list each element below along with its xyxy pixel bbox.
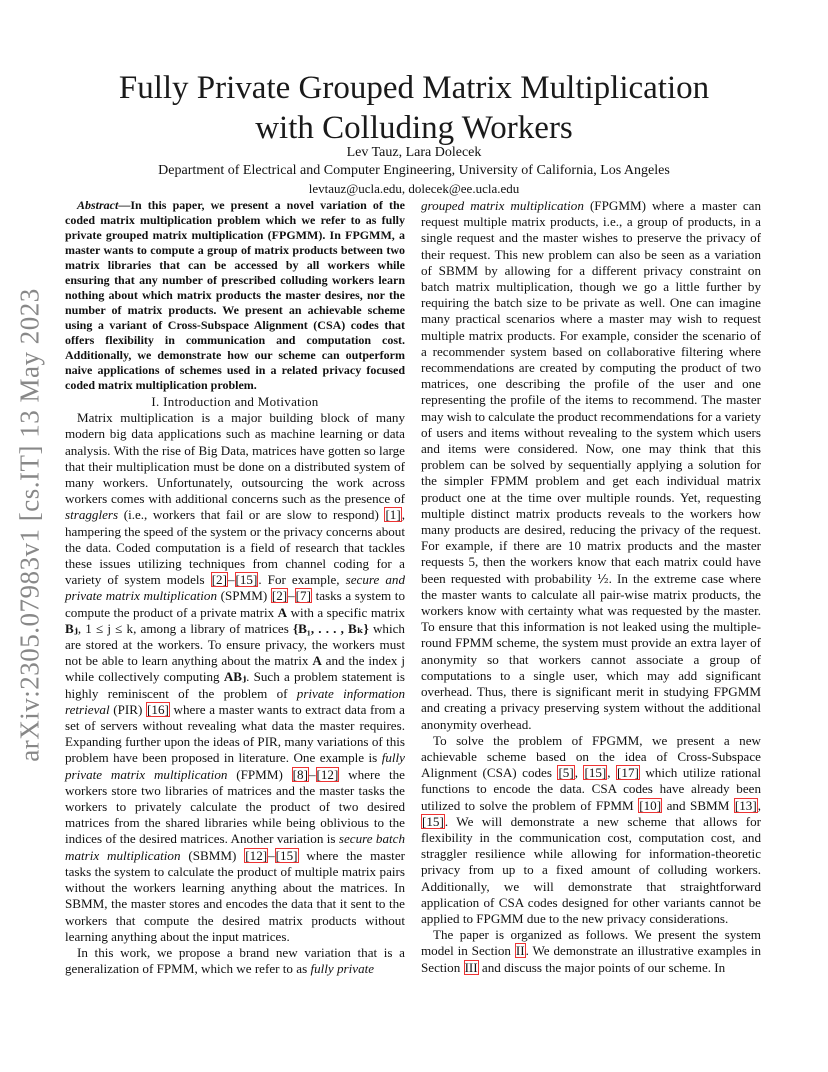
text: , 1 ≤ j ≤ k, among a library of matrices	[77, 620, 293, 636]
text: . We will demonstrate a new scheme that allows for flexibility in the communication cost, computation cost, and straggler resilience while allowing for information-theoretic privacy from up to a fixed amount of colluding workers. Additionally, we will demonstrate that straightforward application of CSA codes designed for other variants cannot be applied to FPGMM due to the new privacy considerations.	[421, 813, 761, 926]
text: . In the extreme case where the master wants to calculate all pair-wise matrix products, the workers know with certainty what was requested by the master. To ensure that this information is not leaked using the multiple-round FPMM scheme, the system must provide an extra layer of anonymity so that workers cannot associate a group of computations to a single user, which may add significant overhead. Thus, there is significant merit in studying FPGMM and creating a privacy preserving system without the additional anonymity overhead.	[421, 570, 761, 732]
text: ,	[574, 765, 584, 781]
intro-paragraph-3	[421, 733, 761, 927]
text: where a master wants to extract data from a set of servers without revealing what data the master requires. Expanding further upon the ideas of PIR, many variations of this problem have been proposed in literature. One example is	[65, 701, 405, 766]
math-symbol: Bⱼ	[65, 620, 78, 636]
title-line-1: Fully Private Grouped Matrix Multiplication	[118, 70, 710, 106]
citation-link[interactable]: [2]	[271, 588, 288, 604]
text: –	[288, 588, 295, 604]
citation-link[interactable]: [15]	[275, 847, 298, 863]
term-pir: private information retrieval	[65, 685, 406, 717]
text: –	[308, 766, 316, 782]
term-fully-private: fully private	[310, 961, 375, 977]
text: –	[268, 847, 275, 863]
citation-link[interactable]: [17]	[617, 765, 639, 781]
intro-paragraph-4	[421, 927, 761, 976]
text: ,	[607, 765, 617, 781]
citation-link[interactable]: [7]	[295, 588, 311, 604]
citation-link[interactable]: [15]	[422, 813, 444, 829]
text: , hampering the speed of the system or the privacy concerns about the data. Coded computation is a field of research that tackles these issues utilizing techniques from channel coding for a variety of system models	[65, 507, 405, 588]
term-sbmm: secure batch matrix multiplication	[65, 831, 405, 863]
text: . Such a problem statement is highly reminiscent of the problem of	[65, 669, 405, 701]
citation-link[interactable]: [12]	[316, 766, 339, 782]
math-symbol: A	[312, 653, 322, 669]
affiliation: Department of Electrical and Computer Engineering, University of California, Los Angeles	[158, 163, 670, 178]
text: (FPGMM) where a master can request multiple matrix products, i.e., a group of products, in a single request and the master wishes to preserve the privacy of their request. This new problem can also be seen as a variation of SBMM by allowing for a different privacy constraint on batch matrix multiplication, though we go a little further by requiring the batch size to be private as well. One can imagine many practical scenarios where a master may wish to request multiple matrix products. For example, consider the scenario of a recommender system based on collaborative filtering where recommendations are created by computing the product of two matrices, one describing the profile of the user and one representing the profile of the items to recommend. The master may wish to calculate the product recommendations for a variety of users and items without revealing to the system which users and items were considered. Now, one may think that this problem can be solved by sequentially applying a solution for the simpler FPMM problem and get each individual matrix product one at the time over multiple rounds. Yet, requesting multiple distinct matrix products reveals to the workers how many products are desired, reducing the privacy of the request. For example, if there are 10 matrix products and the master requests 5, then the workers know that each matrix could have been requested with probability	[421, 198, 762, 586]
intro-paragraph-2-cont	[421, 198, 761, 733]
citation-link[interactable]: [8]	[292, 766, 308, 782]
term-spmm: secure and private matrix multiplication	[65, 572, 405, 604]
term-fpmm: fully private matrix multiplication	[65, 750, 405, 782]
citation-link[interactable]: [5]	[558, 765, 574, 781]
text: and the index j while collectively computing	[65, 653, 405, 685]
math-fraction: ½	[597, 571, 609, 586]
term-stragglers: stragglers	[65, 507, 119, 523]
text: Matrix multiplication is a major building block of many modern big data applications such as machine learning or data analysis. With the rise of Big Data, matrices have gotten so large that their multiplication must be done on a distributed system of many workers. Unfortunately, outsourcing the work across workers comes with additional concerns such as the presence of	[65, 410, 405, 507]
text: . We demonstrate an illustrative examples in Section	[421, 943, 762, 975]
text: and SBMM	[662, 797, 734, 813]
arxiv-stamp	[10, 290, 50, 760]
text: –	[227, 572, 235, 588]
section-heading-text: I. Introduction and Motivation	[151, 394, 319, 409]
section-link[interactable]: II	[515, 943, 525, 959]
citation-link[interactable]: [2]	[211, 572, 227, 588]
citation-link[interactable]: [12]	[245, 847, 268, 863]
intro-paragraph-2	[65, 945, 405, 977]
text: (i.e., workers that fail or are slow to respond)	[118, 507, 385, 523]
math-symbol: A	[277, 604, 288, 620]
citation-link[interactable]: [16]	[147, 701, 169, 717]
abstract	[65, 198, 405, 393]
text: which are stored at the workers. To ensure privacy, the workers must not be able to learn anything about the matrix	[65, 620, 405, 669]
text: (FPMM)	[227, 766, 292, 782]
section-link[interactable]: III	[464, 959, 478, 975]
arxiv-id: arXiv:2305.07983v1 [cs.IT] 13 May 2023	[14, 288, 45, 762]
right-column	[421, 198, 761, 976]
citation-link[interactable]: [10]	[639, 797, 662, 813]
citation-link[interactable]: [1]	[385, 507, 401, 523]
abstract-label: Abstract	[77, 198, 119, 212]
intro-paragraph-1	[65, 410, 405, 945]
emails: levtauz@ucla.edu, dolecek@ee.ucla.edu	[308, 181, 520, 196]
text: . For example,	[258, 572, 346, 588]
left-column	[65, 198, 405, 977]
citation-link[interactable]: [15]	[235, 572, 258, 588]
text: To solve the problem of FPGMM, we present a new achievable scheme based on the idea of Cross-Subspace Alignment (CSA) codes	[421, 732, 761, 781]
text: which utilize rational functions to encode the data. CSA codes have already been utilized to solve the problem of FPMM	[421, 765, 761, 813]
text: where the workers store two libraries of matrices and the master tasks the workers to privately calculate the product of two desired matrices from the shared libraries while being oblivious to the indices of the desired matrices. Another variation is	[65, 766, 405, 847]
text: In this work, we propose a brand new variation that is a generalization of FPMM, which we refer to as	[65, 944, 405, 977]
abstract-text: —In this paper, we present a novel variation of the coded matrix multiplication problem which we refer to as fully private grouped matrix multiplication (FPGMM). In FPGMM, a master wants to compute a group of matrix products between two matrix libraries that can be accessed by all workers while ensuring that any number of prescribed colluding workers learn nothing about which matrix products the master desires, nor the number of matrix products. We present an achievable scheme using a variant of Cross-Subspace Alignment (CSA) codes that offers flexibility in communication and computation cost. Additionally, we demonstrate how our scheme can outperform naive applications of schemes used in a related privacy focused coded matrix multiplication problem.	[65, 198, 405, 392]
text: (SPMM)	[217, 588, 271, 604]
text: (SBMM)	[180, 847, 245, 863]
citation-link[interactable]: [15]	[584, 765, 607, 781]
title-line-2: with Colluding Workers	[255, 110, 573, 146]
math-symbol: ABⱼ	[223, 669, 247, 685]
math-symbol: {B₁, . . . , Bₖ}	[293, 620, 369, 636]
text: where the master tasks the system to calculate the product of multiple matrix pairs without the workers learning anything about the matrices. In SBMM, the master stores and encodes the data that it sent to the workers that compute the desired matrix products without learning anything about the input matrices.	[65, 847, 405, 944]
text: tasks a system to compute the product of a private matrix	[65, 588, 405, 620]
text: with a specific matrix	[287, 604, 406, 620]
text: and discuss the major points of our scheme. In	[478, 959, 726, 975]
authors: Lev Tauz, Lara Dolecek	[346, 145, 482, 160]
paper-title	[60, 68, 768, 148]
text: (PIR)	[109, 701, 147, 717]
text: ,	[757, 797, 761, 813]
term-grouped: grouped matrix multiplication	[421, 198, 584, 213]
text: The paper is organized as follows. We present the system model in Section	[421, 927, 761, 959]
section-heading	[65, 394, 405, 410]
citation-link[interactable]: [13]	[734, 797, 757, 813]
